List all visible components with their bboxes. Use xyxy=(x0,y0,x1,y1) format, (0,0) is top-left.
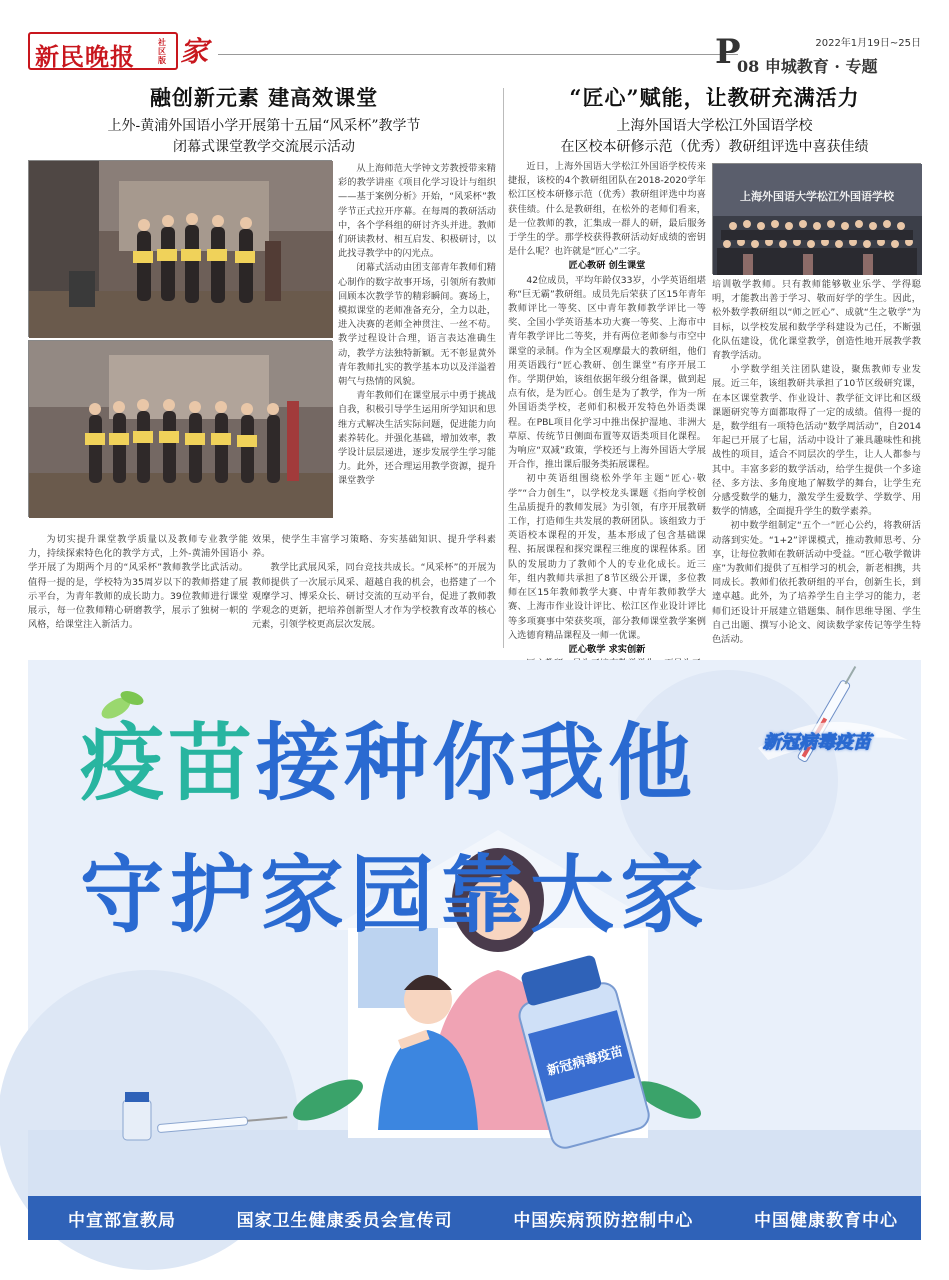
paragraph: 近日，上海外国语大学松江外国语学校传来捷报，该校的4个教研组团队在2018-2020学年松江区校本研修示范（优秀）教研组评选中均喜获佳绩。什么是教研组，在松外的老师们看来，是一位教师的教，汇集成一群人的研，最后服务于学生的学。那学校获得教研活动好成绩的密钥是什么呢？也许就是“匠心”二字。 xyxy=(508,161,706,258)
page-letter: P xyxy=(715,32,741,72)
article1-right-column xyxy=(338,162,496,534)
article-subhead-1: 上外-黄浦外国语小学开展第十五届“风采杯”教学节 xyxy=(107,118,421,134)
article1-bottom-right-column xyxy=(252,533,496,645)
poster-title-line1 xyxy=(80,696,696,817)
vaccine-badge: 新冠病毒疫苗 xyxy=(763,732,871,753)
sponsor-item: 中宣部宣教局 xyxy=(68,1211,176,1231)
photo-group xyxy=(712,163,921,274)
page-title: 08 申城教育 · 专题 xyxy=(737,57,878,76)
poster-footer xyxy=(28,1196,921,1240)
article1-bottom-left-column xyxy=(28,533,248,645)
section-heading: 匠心敬学 求实创新 xyxy=(568,643,646,655)
paragraph: 初中数学组制定“五个一”匠心公约，将教研活动落到实处。“1+2”评课模式，推动教师思考、分享，让每位教师在教研活动中受益。“匠心敬学微讲座”为教师们提供了互相学习的机会，新老相携，共同成长。教师们依托教研组的平台，创新生长，到達卓越。此外，为了培养学生自主学习的能力，老师们还设计开展建立错题集、制作思维导图、学生自己出题、撰写小论文、阅读数学家传记等学生特色活动。 xyxy=(712,520,921,646)
paragraph: 培训敬学教师。只有教师能够敬业乐学、学得聪明，才能教出善于学习、敬而好学的学生。因此，松外数学教研组以“师之匠心”、成就“生之敬学”为目标，以学校发展和数学学科建设为己任，不断强化队伍建设，优化课堂教学，创造性地开展教学教育教学活动。 xyxy=(712,279,921,362)
paragraph: 为切实提升课堂教学质量以及教师专业教学能力，持续探索特色化的教学方式，上外-黄浦外国语小学开展了为期两个月的“风采杯”教师教学比武活动。值得一提的是，学校特为35周岁以下的教师搭建了展示平台，为青年教师的成长助力。39位教师进行课堂展示，每一位教师精心研磨教学，展示了独树一帜的风格，给课堂注入新活力。 xyxy=(28,534,248,631)
article-huangpu xyxy=(28,82,500,158)
masthead xyxy=(28,30,921,80)
paragraph: 小学数学组关注团队建设，聚焦教师专业发展。近三年，该组教研共承担了10节区级研究课，在本区课堂教学、作业设计、教学征文评比和区级课题研究等方面都取得了一定的成绩。值得一提的是，数学组有一项特色活动“数学周活动”，自2014年起已开展了七届，活动中设计了兼具趣味性和挑战性的项目，适合不同层次的学生，让人人都参与其中。丰富多彩的数学活动，给学生提供一个多途径、多方法、多角度地了解数学的舞台，让学生充分感受数学的魅力，激发学生爱数学、学数学、用数学的情感，全面提升学生的数学素养。 xyxy=(712,364,921,518)
paragraph: 教学比武展风采，同台竞技共成长。“风采杯”的开展为教师提供了一次展示风采、超越自我的机会，也搭建了一个观摩学习、博采众长、研讨交流的互动平台，促进了教师教学观念的更新，把培养创新型人才作为学校教育改革的核心元素，引领学校更高层次发展。 xyxy=(252,562,496,631)
article-headline: “匠心”赋能，让教研充满活力 xyxy=(569,85,860,110)
section-glyph: 家 xyxy=(180,35,209,68)
paragraph: 从上海师范大学钟文芳教授带来精彩的教学讲座《项目化学习设计与组织——基于案例分析》开始，“风采杯”教学节正式拉开序幕。在每周的教研活动中，各个学科组的研讨齐头并进。教师们研读教材、相互启发、积极研讨，以此找寻教学中的闪光点。 xyxy=(338,163,496,260)
edition-label: 社区版 xyxy=(158,38,166,65)
column-divider xyxy=(503,88,504,648)
page-number-block xyxy=(715,30,925,80)
header-rule xyxy=(218,54,738,55)
bottle-label: 新冠病毒疫苗 xyxy=(545,1044,625,1079)
section-heading: 匠心教研 创生课堂 xyxy=(568,260,646,272)
article2-right-column xyxy=(712,278,921,646)
title-word-vaccine: 疫苗 xyxy=(80,714,257,812)
paragraph: 闭幕式活动由团支部青年教师们精心制作的数字故事开场，引领所有教师回顾本次教学节的精彩瞬间。赛场上，模拟课堂的老师准备充分，全力以赴，进入决赛的老师全神贯注、一丝不苟。教学过程设计合理，语言表达准确生动，教学方法独特新颖。无不彰显黄外青年教师扎实的教学基本功以及洋溢着朝气与热情的风貌。 xyxy=(338,262,496,388)
article-subhead-2: 在区校本研修示范（优秀）教研组评选中喜获佳绩 xyxy=(560,139,869,155)
article-songjiang xyxy=(508,82,921,158)
paragraph: 初中英语组围绕松外学年主题“匠心·敬学”“合力创生”，以学校龙头课题《指向学校创生品质提升的教师发展》为引领，有序开展教研工作，打造师生共发展的教研团队。该组致力于英语校本课程的开发，基本形成了包含基础课程、拓展课程和探究课程三维度的课程体系。团队的发展助力了教师个人的专业化成长。近三年，组内教师共承担了8节区级公开课，多位教师在区15年教师教学大赛、中青年教师教学大赛、上海市作业设计评比、松江区作业设计评比等多项赛事中荣获奖项，部分教师课堂教学案例入选德育精品课程及一师一优课。 xyxy=(508,473,706,641)
issue-date: 2022年1月19日~25日 xyxy=(815,38,921,49)
sponsor-list xyxy=(68,1206,898,1231)
article-headline: 融创新元素 建高效课堂 xyxy=(149,85,379,110)
article-subhead-1: 上海外国语大学松江外国语学校 xyxy=(616,118,813,134)
sponsor-item: 中国疾病预防控制中心 xyxy=(513,1211,694,1231)
photo-award-ceremony-1 xyxy=(28,160,332,337)
sponsor-item: 国家卫生健康委员会宣传司 xyxy=(236,1211,453,1231)
title-word-rest: 接种你我他 xyxy=(256,714,697,812)
paper-name: 新民晚报 xyxy=(35,42,135,71)
paragraph: 青年教师们在课堂展示中勇于挑战自我，积极引导学生运用所学知识和思维方式解决生活实际问题，促进能力向素养转化。并强化基础，增加效率，教学设计层层递进，逐步发展学生学习能力。此外，还合理运用教学资源，提升课堂教学 xyxy=(338,390,496,487)
sponsor-item: 中国健康教育中心 xyxy=(753,1211,898,1231)
vaccine-poster xyxy=(28,660,921,1240)
photo-banner-text: 上海外国语大学松江外国语学校 xyxy=(740,190,894,203)
paragraph: 42位成员，平均年龄仅33岁，小学英语组堪称“巨无霸”教研组。成员先后荣获了区15年青年教师评比一等奖、区中青年教师教学评比一等奖、全国小学英语基本功大赛一等奖、上海市中青年教学评比二等奖，并有两位老师参与市空中课堂的录制。作为全区观摩最大的教研组，他们用英语践行“匠心教研、创生课堂”有序开展工作。学期伊始，该组依据年级分组备课，做到起点有依，是为匠心。创生是为了教学，作为一所外国语类学校，老师们积极开发特色外语类课程。在PBL项目化学习中推出保护湿地、非洲大草原、传统节日侧面布置等双语类项目化课程。为响应“双减”政策，学校还与上海外国语大学展开合作，推出课后服务类拓展课程。 xyxy=(508,274,706,471)
article-subhead-2: 闭幕式课堂教学交流展示活动 xyxy=(173,139,355,155)
article2-left-column xyxy=(508,160,706,655)
photo-award-ceremony-2 xyxy=(28,340,332,517)
newspaper-logo xyxy=(28,32,178,70)
poster-title-line2: 守护家园靠大家 xyxy=(80,846,711,944)
paragraph: 效果，使学生丰富学习策略、夯实基础知识、提升学科素养。 xyxy=(252,534,496,560)
